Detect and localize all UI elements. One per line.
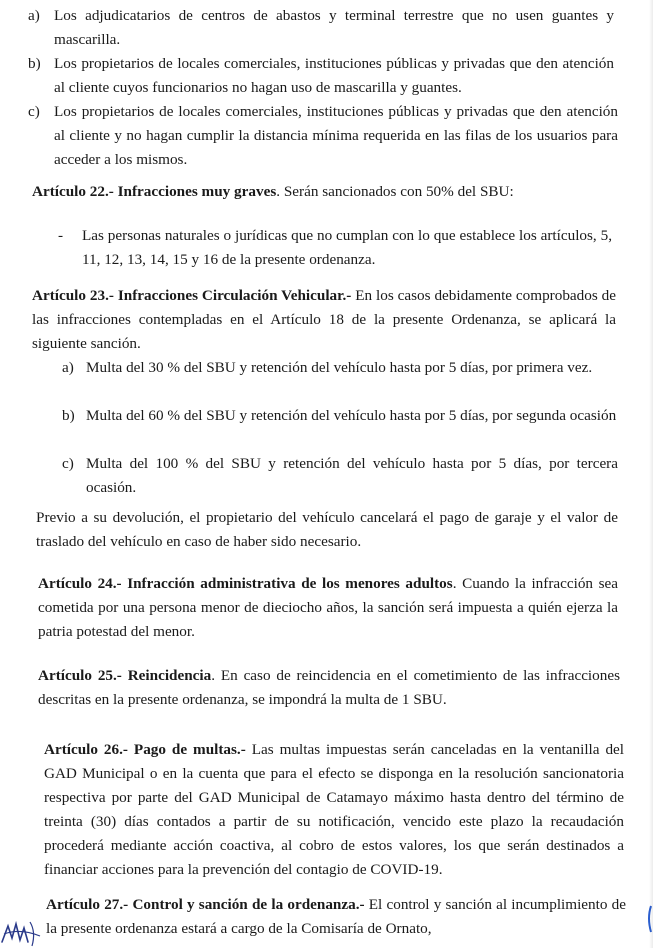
article-heading: Artículo 24.- Infracción administrativa de los menores adultos [38, 575, 453, 592]
article-body: . En caso de reincidencia en el cometimiento de las infracciones descritas en la presente ordenanza, se impondrá la multa de 1 SBU. [38, 667, 620, 708]
article-23-item-a [62, 356, 618, 404]
closing-text: Previo a su devolución, el propietario del vehículo cancelará el pago de garaje y el valor de traslado del vehículo en caso de haber sido necesario. [36, 509, 618, 550]
article-24 [38, 572, 618, 644]
list-item-text: Los adjudicatarios de centros de abastos y terminal terrestre que no usen guantes y mascarilla. [54, 7, 614, 48]
article-27 [46, 893, 626, 941]
list-item-text: Los propietarios de locales comerciales, instituciones públicas y privadas que den atención al cliente cuyos funcionarios no hagan uso de mascarilla y guantes. [54, 55, 614, 96]
signature-scribble [0, 912, 44, 948]
list-item-c [28, 100, 618, 172]
article-25 [38, 664, 620, 712]
article-body: . Serán sancionados con 50% del SBU: [276, 183, 514, 200]
list-item-text: Multa del 60 % del SBU y retención del vehículo hasta por 5 días, por segunda ocasión [86, 407, 617, 424]
list-marker: c) [62, 455, 74, 472]
list-marker: a) [28, 7, 40, 24]
bullet-text: Las personas naturales o jurídicas que no cumplan con lo que establece los artículos, 5, 11, 12, 13, 14, 15 y 16 de la presente ordenanza. [82, 227, 612, 268]
article-body: . Cuando la infracción sea cometida por una persona menor de dieciocho años, la sanción será impuesta a quién ejerza la patria potestad del menor. [38, 575, 618, 640]
list-marker: b) [62, 407, 75, 424]
article-body: En los casos debidamente comprobados de las infracciones contempladas en el Artículo 18 de la presente Ordenanza, se aplicará la siguiente sanción. [32, 287, 616, 352]
list-marker: b) [28, 55, 41, 72]
list-item-b [28, 52, 614, 100]
article-22 [32, 180, 622, 204]
list-marker: c) [28, 103, 40, 120]
list-item-text: Los propietarios de locales comerciales, instituciones públicas y privadas que den atención al cliente y no hagan cumplir la distancia mínima requerida en las filas de los usuarios para acceder a los mismos. [54, 103, 618, 168]
article-heading: Artículo 27.- Control y sanción de la ordenanza.- [46, 896, 365, 913]
article-23-item-c [62, 452, 618, 500]
article-heading: Artículo 22.- Infracciones muy graves [32, 183, 277, 200]
list-item-text: Multa del 100 % del SBU y retención del vehículo hasta por 5 días, por tercera ocasión. [86, 455, 618, 496]
list-marker: a) [62, 359, 74, 376]
article-body: El control y sanción al incumplimiento de la presente ordenanza estará a cargo de la Comisaría de Ornato, [46, 896, 626, 937]
bullet-marker: - [58, 227, 64, 244]
article-23-item-b [62, 404, 618, 452]
scan-edge-shadow [649, 0, 653, 948]
list-item-a [28, 4, 614, 52]
article-heading: Artículo 25.- Reincidencia [38, 667, 212, 684]
article-body: Las multas impuestas serán canceladas en la ventanilla del GAD Municipal o en la cuenta que para el efecto se disponga en la resolución sancionatoria respectiva por parte del GAD Municipal de Catamayo máximo hasta dentro del término de treinta (30) días contados a partir de su notificación, vencido este plazo la recaudación procederá mediante acción coactiva, al cobro de estos valores, los que serán destinados a financiar acciones para la prevención del contagio de COVID-19. [44, 741, 624, 878]
list-item-text: Multa del 30 % del SBU y retención del vehículo hasta por 5 días, por primera vez. [86, 359, 593, 376]
article-23 [32, 284, 616, 356]
article-26 [44, 738, 624, 882]
article-heading: Artículo 26.- Pago de multas.- [44, 741, 246, 758]
article-22-bullet [58, 224, 612, 272]
article-heading: Artículo 23.- Infracciones Circulación Vehicular.- [32, 287, 352, 304]
article-23-closing [36, 506, 618, 554]
